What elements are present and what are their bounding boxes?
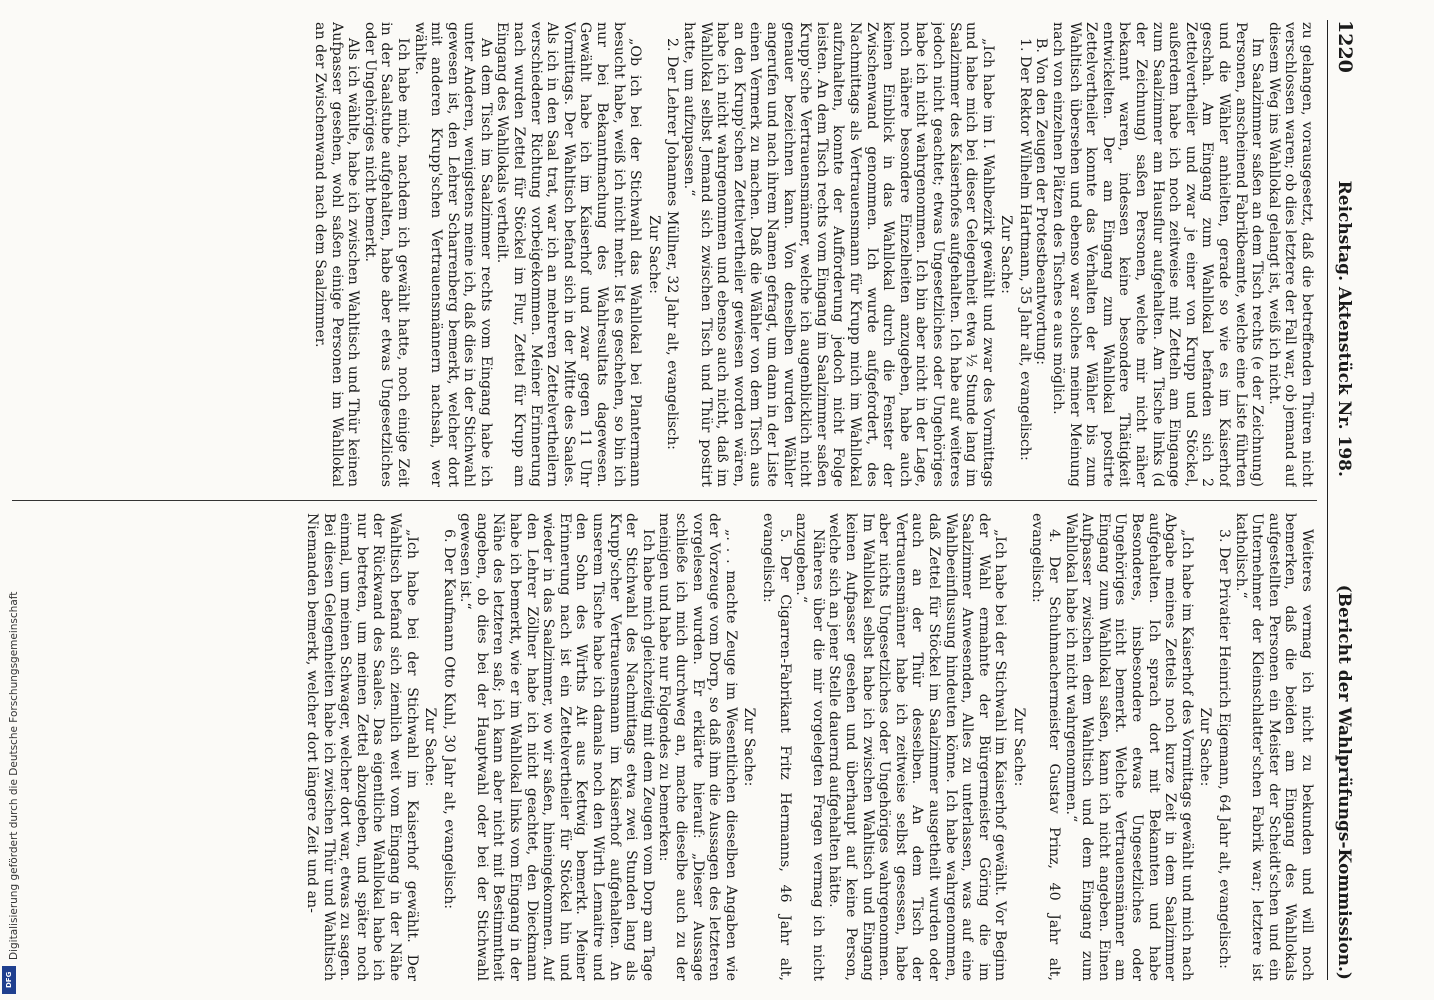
page-number: 1220 (1334, 20, 1356, 73)
witness-heading: 2. Der Lehrer Johannes Müllner, 32 Jahr alt, evangelisch: (664, 38, 681, 450)
paragraph: An dem Tisch im Saalzimmer rechts vom Eingang habe ich unter Anderen, wenigstens meine ich, daß dies in der Stichwahl gewesen ist, den Lehrer Scharrenberg bemerkt, welcher dort mit anderen Krupp'schen Vertrauensmännern nachsah, wer wählte. (411, 22, 494, 487)
digitization-note-text: Digitalisierung gefördert durch die Deutsche Forschungsgemeinschaft (8, 591, 20, 960)
section-title: (Bericht der Wahlprüfungs-Kommission.) (1334, 584, 1354, 980)
paragraph: „Ich habe bei der Stichwahl im Kaiserhof gewählt. Der Wahltisch befand sich ziemlich weit vom Eingang in der Nähe der Rückwand des Saales. Das eigentliche Wahllokal habe ich nur betreten, um meinen Zettel abzugeben, und später noch einmal, um meinen Schwager, welcher dort war, etwas zu sagen. Bei diesen Gelegenheiten habe ich zwischen Thür und Wahltisch Niemanden bemerkt, welcher dort längere Zeit und an- (303, 513, 420, 981)
digitization-note (0, 0, 20, 1000)
section-heading: Zur Sache: (1197, 707, 1214, 787)
witness-heading: 5. Der Cigarren-Fabrikant Fritz Hermanns, 46 Jahr alt, evangelisch: (760, 513, 793, 981)
page-header (1327, 20, 1375, 980)
paragraph: „Ich habe im Kaiserhof des Vormittags gewählt und mich nach Abgabe meines Zettels noch kurze Zeit in dem Saalzimmer aufgehalten. Ich sprach dort mit Bekannten und habe Besonderes, insbesondere etwas Ungesetzliches oder Ungehöriges nicht bemerkt. Welche Vertrauensmänner am Eingang zum Wahllokal saßen, kann ich nicht angeben. Einen Aufpasser zwischen dem Wahltisch und dem Eingang zum Wahllokal habe ich nicht wahrgenommen.“ (1062, 513, 1195, 981)
witness-heading: 3. Der Privatier Heinrich Eigemann, 64 Jahr alt, evangelisch: (1216, 529, 1233, 969)
right-text-column (12, 513, 1315, 981)
left-text-column (12, 22, 1315, 487)
section-heading: Zur Sache: (998, 215, 1015, 294)
section-heading: Zur Sache: (1010, 707, 1027, 787)
column-divider (12, 500, 1317, 501)
witness-heading: 4. Der Schuhmachermeister Gustav Prinz, 40 Jahr alt, evangelisch: (1029, 513, 1063, 981)
witness-heading: B. Von den Zeugen der Protestbeantwortung: (1033, 38, 1050, 366)
paragraph: zu gelangen, vorausgesetzt, daß die betreffenden Thüren nicht verschlossen waren; ob dies letztere der Fall war, ob jemand auf diesem Weg ins Wahllokal gelangt ist, weiß ich nicht. (1265, 22, 1315, 487)
paragraph: Als ich wählte, habe ich zwischen Wahltisch und Thür keinen Aufpasser gesehen, wohl saßen einige Personen im Wahllokal an der Zwischenwand nach dem Saalzimmer. (311, 22, 362, 487)
paragraph: „Ich habe im I. Wahlbezirk gewählt und zwar des Vormittags und habe mich bei dieser Gelegenheit etwa ½ Stunde lang im Saalzimmer des Kaiserhofes aufgehalten. Ich habe auf weiteres jedoch nicht geachtet; etwas Ungesetzliches oder Ungehöriges habe ich nicht wahrgenommen. Ich bin aber nicht in der Lage, noch nähere besondere Einzelheiten anzugeben, habe auch keinen Einblick in das Wahllokal durch die Fenster der Zwischenwand genommen. Ich wurde aufgefordert, des Nachmittags als Vertrauensmann für Krupp mich im Wahllokal aufzuhalten, konnte der Aufforderung jedoch nicht Folge leisten. An dem Tisch rechts vom Eingang im Saalzimmer saßen Krupp'sche Vertrauensmänner, welche ich augenblicklich nicht genauer bezeichnen kann. Von denselben wurden Wähler angerufen und nach ihrem Namen gefragt, um dann in der Liste einen Vermerk zu machen. Daß die Wähler von dem Tisch aus an den Krupp'schen Zettelvertheiler gewiesen worden wären, habe ich nicht wahrgenommen und ebenso auch nicht, daß im Wahllokal selbst Jemand sich zwischen Tisch und Thür postirt hatte, um aufzupassen.“ (681, 22, 996, 487)
paragraph: „Ich habe bei der Stichwahl im Kaiserhof gewählt. Vor Beginn der Wahl ermahnte der Bürgermeister Göring die im Saalzimmer Anwesenden, Alles zu unterlassen, was auf eine Wahlbeeinflussung hindeuten könne. Ich habe wahrgenommen, daß Zettel für Stöckel im Saalzimmer ausgetheilt wurden oder auch an der Thür desselben. An dem Tisch der Vertrauensmänner habe ich zeitweise selbst gesessen, habe aber nichts Ungesetzliches oder Ungehöriges wahrgenommen. Im Wahllokal selbst habe ich zwischen Wahltisch und Eingang keinen Aufpasser gesehen und überhaupt auf keine Person, welche sich an jener Stelle dauernd aufgehalten hätte. (826, 513, 1009, 981)
dfg-logo: DFG (2, 966, 16, 994)
paragraph: Näheres über die mir vorgelegten Fragen vermag ich nicht anzugeben.“ (793, 513, 826, 981)
section-heading: Zur Sache: (741, 707, 758, 787)
witness-heading: 1. Der Rektor Wilhelm Hartmann, 35 Jahr alt, evangelisch: (1016, 38, 1033, 461)
page-title: Reichstag. Aktenstück Nr. 198. (1334, 180, 1354, 477)
paragraph: „Ob ich bei der Stichwahl das Wahllokal bei Plantermann besucht habe, weiß ich nicht mehr. Ist es geschehen, so bin ich nur bei Bekanntmachung des Wahlresultats dagewesen. Gewählt habe ich im Kaiserhof und zwar gegen 11 Uhr Vormittags. Der Wahltisch befand sich in der Mitte des Saales. Als ich in den Saal trat, war ich an mehreren Zettelvertheilern verschiedener Richtung vorbeigekommen. Meiner Erinnerung nach wurden Zettel für Stöckel im Flur, Zettel für Krupp am Eingang des Wahllokals vertheilt. (494, 22, 644, 487)
paragraph: Im Saalzimmer saßen an dem Tisch rechts (e der Zeichnung) Personen, anscheinend Fabrikbeamte, welche eine Liste führten und die Wähler anhielten, gerade so wie es im Kaiserhof geschah. Am Eingang zum Wahllokal befanden sich 2 Zettelvertheiler und zwar je einer von Krupp und Stöckel, außerdem habe ich noch zeitweise mit Zetteln am Eingange zum Saalzimmer am Hausflur aufgehalten. Am Tische links (d der Zeichnung) saßen Personen, welche mir nicht näher bekannt waren, indessen keine besondere Thätigkeit entwickelten. Der am Eingang zum Wahllokal postirte Zettelvertheiler konnte das Verhalten der Wähler bis zum Wahltisch übersehen und ebenso war solches meiner Meinung nach von einzelnen Plätzen des Tisches e aus möglich. (1050, 22, 1266, 487)
paragraph: Ich habe mich gleichzeitig mit dem Zeugen vom Dorp am Tage der Stichwahl des Nachmittags etwa zwei Stunden lang als Krupp'scher Vertrauensmann im Kaiserhof aufgehalten. An unserem Tische habe ich damals noch den Wirth Lemaitre und den Sohn des Wirths Ait aus Kettwig bemerkt. Meiner Erinnerung nach ist ein Zettelvertheiler für Stöckel hin und wieder in das Saalzimmer, wo wir saßen, hineingekommen. Auf den Lehrer Zöllner habe ich nicht geachtet, den Dieckmann habe ich bemerkt, wie er im Wahllokal links vom Eingang in der Nähe des letzteren saß; ich kann aber nicht mit Bestimmtheit angeben, ob dies bei der Hauptwahl oder bei der Stichwahl gewesen ist.“ (457, 513, 656, 981)
paragraph: Weiteres vermag ich nicht zu bekunden und will noch bemerken, daß die beiden am Eingang des Wahllokals aufgestellten Personen ein Meister der Scheidt'schen und ein Unternehmer der Kleinschlatter'schen Fabrik war; letztere ist katholisch.“ (1232, 513, 1315, 981)
section-heading: Zur Sache: (645, 215, 662, 294)
paragraph: Ich habe mich, nachdem ich gewählt hatte, noch einige Zeit in der Saalstube aufgehalten, habe aber etwas Ungesetzliches oder Ungehöriges nicht bemerkt. (361, 22, 411, 487)
section-heading: Zur Sache: (422, 707, 439, 787)
paragraph: „. . . machte Zeuge im Wesentlichen dieselben Angaben wie der Vorzeuge vom Dorp, so daß ihm die Aussagen des letzteren vorgelesen wurden. Er erklärte hierauf: „Dieser Aussage schließe ich mich durchweg an, mache dieselbe auch zu der meinigen und habe nur Folgendes zu bemerken: (656, 513, 739, 981)
witness-heading: 6. Der Kaufmann Otto Kuhl, 30 Jahr alt, evangelisch: (440, 529, 457, 910)
